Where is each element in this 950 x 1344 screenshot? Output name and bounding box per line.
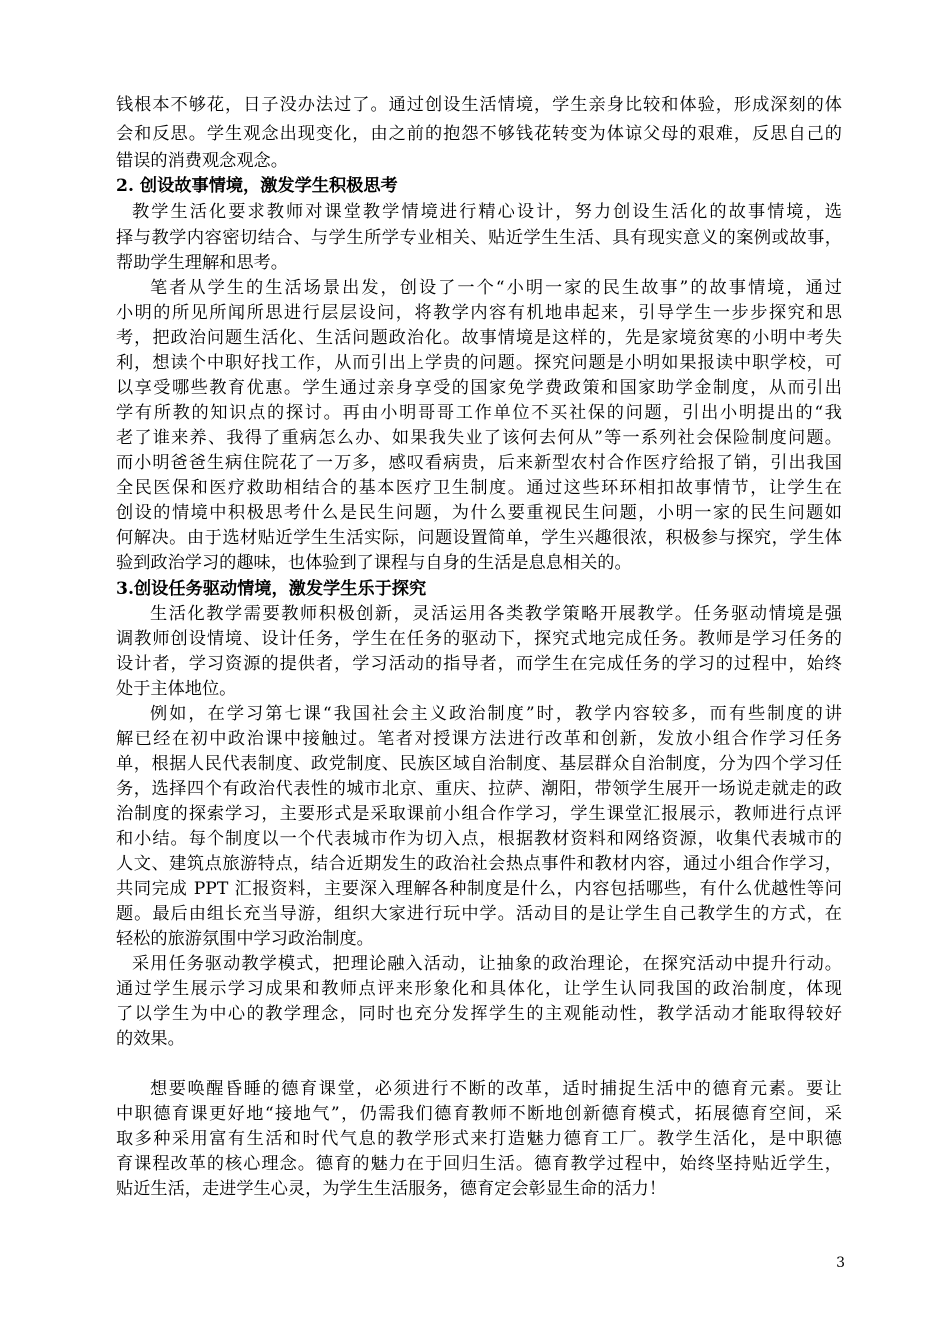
text-line: 考，把政治问题生活化、生活问题政治化。故事情境是这样的，先是家境贫寒的小明中考失 [116, 328, 842, 348]
text-line: 调教师创设情境、设计任务，学生在任务的驱动下，探究式地完成任务。教师是学习任务的 [116, 629, 842, 649]
text-line: 了以学生为中心的教学理念，同时也充分发挥学生的主观能动性，教学活动才能取得较好 [116, 1004, 842, 1024]
text-line: 何解决。由于选材贴近学生生活实际，问题设置简单，学生兴趣很浓，积极参与探究，学生体 [116, 528, 842, 548]
page-number: 3 [836, 1255, 845, 1271]
text-line: 贴近生活，走进学生心灵，为学生生活服务，德育定会彰显生命的活力！ [116, 1179, 667, 1199]
text-line: 错误的消费观念观念。 [116, 151, 288, 171]
text-line: 中职德育课更好地“接地气”，仍需我们德育教师不断地创新德育模式，拓展德育空间，采 [116, 1104, 842, 1124]
text-line: 人文、建筑点旅游特点，结合近期发生的政治社会热点事件和教材内容，通过小组合作学习， [116, 854, 842, 874]
text-line: 而小明爸爸生病住院花了一万多，感叹看病贵，后来新型农村合作医疗给报了销，引出我国 [116, 453, 842, 473]
text-line: 全民医保和医疗救助相结合的基本医疗卫生制度。通过这些环环相扣故事情节，让学生在 [116, 478, 842, 498]
text-line: 务，选择四个有政治代表性的城市北京、重庆、拉萨、潮阳，带领学生展开一场说走就走的政 [116, 779, 842, 799]
text-line: 钱根本不够花，日子没办法过了。通过创设生活情境，学生亲身比较和体验，形成深刻的体 [116, 95, 842, 115]
text-line: 会和反思。学生观念出现变化，由之前的抱怨不够钱花转变为体谅父母的艰难，反思自己的 [116, 124, 842, 144]
text-line: 想要唤醒昏睡的德育课堂，必须进行不断的改革，适时捕捉生活中的德育元素。要让 [150, 1079, 842, 1099]
text-line: 利，想读个中职好找工作，从而引出上学贵的问题。探究问题是小明如果报读中职学校，可 [116, 353, 842, 373]
text-line: 创设的情境中积极思考什么是民生问题，为什么要重视民生问题，小明一家的民生问题如 [116, 503, 842, 523]
text-line: 单，根据人民代表制度、政党制度、民族区域自治制度、基层群众自治制度，分为四个学习任 [116, 754, 842, 774]
text-line: 和小结。每个制度以一个代表城市作为切入点，根据教材资料和网络资源，收集代表城市的 [116, 829, 842, 849]
text-line: 采用任务驱动教学模式，把理论融入活动，让抽象的政治理论，在探究活动中提升行动。 [132, 954, 842, 974]
text-line: 题。最后由组长充当导游，组织大家进行玩中学。活动目的是让学生自己教学生的方式，在 [116, 904, 842, 924]
text-line: 共同完成 PPT 汇报资料，主要深入理解各种制度是什么，内容包括哪些，有什么优越性等问 [116, 879, 842, 899]
text-line: 教学生活化要求教师对课堂教学情境进行精心设计，努力创设生活化的故事情境，选 [132, 202, 842, 222]
text-line: 通过学生展示学习成果和教师点评来形象化和具体化，让学生认同我国的政治制度，体现 [116, 979, 842, 999]
text-line: 育课程改革的核心理念。德育的魅力在于回归生活。德育教学过程中，始终坚持贴近学生， [116, 1154, 842, 1174]
text-line: 解已经在初中政治课中接触过。笔者对授课方法进行改革和创新，发放小组合作学习任务 [116, 729, 842, 749]
text-line: 学有所教的知识点的探讨。再由小明哥哥工作单位不买社保的问题，引出小明提出的“我 [116, 403, 842, 423]
text-line: 取多种采用富有生活和时代气息的教学形式来打造魅力德育工厂。教学生活化，是中职德 [116, 1129, 842, 1149]
text-line: 以享受哪些教育优惠。学生通过亲身享受的国家免学费政策和国家助学金制度，从而引出 [116, 378, 842, 398]
text-line: 处于主体地位。 [116, 679, 237, 699]
text-line: 老了谁来养、我得了重病怎么办、如果我失业了该何去何从”等一系列社会保险制度问题。 [116, 428, 842, 448]
text-line: 笔者从学生的生活场景出发，创设了一个“小明一家的民生故事”的故事情境，通过 [150, 278, 842, 298]
text-line: 设计者，学习资源的提供者，学习活动的指导者，而学生在完成任务的学习的过程中，始终 [116, 654, 842, 674]
text-line: 验到政治学习的趣味，也体验到了课程与自身的生活是息息相关的。 [116, 553, 632, 573]
text-line: 治制度的探索学习，主要形式是采取课前小组合作学习，学生课堂汇报展示，教师进行点评 [116, 804, 842, 824]
text-line: 生活化教学需要教师积极创新，灵活运用各类教学策略开展教学。任务驱动情境是强 [150, 604, 842, 624]
section-heading: 3.创设任务驱动情境，激发学生乐于探究 [116, 579, 427, 599]
text-line: 的效果。 [116, 1029, 185, 1049]
section-heading: 2. 创设故事情境，激发学生积极思考 [116, 176, 398, 196]
text-line: 轻松的旅游氛围中学习政治制度。 [116, 929, 374, 949]
text-line: 小明的所见所闻所思进行层层设问，将教学内容有机地串起来，引导学生一步步探究和思 [116, 303, 842, 323]
text-line: 帮助学生理解和思考。 [116, 253, 288, 273]
text-line: 例如，在学习第七课“我国社会主义政治制度”时，教学内容较多，而有些制度的讲 [150, 704, 842, 724]
text-line: 择与教学内容密切结合、与学生所学专业相关、贴近学生生活、具有现实意义的案例或故事， [116, 228, 842, 248]
